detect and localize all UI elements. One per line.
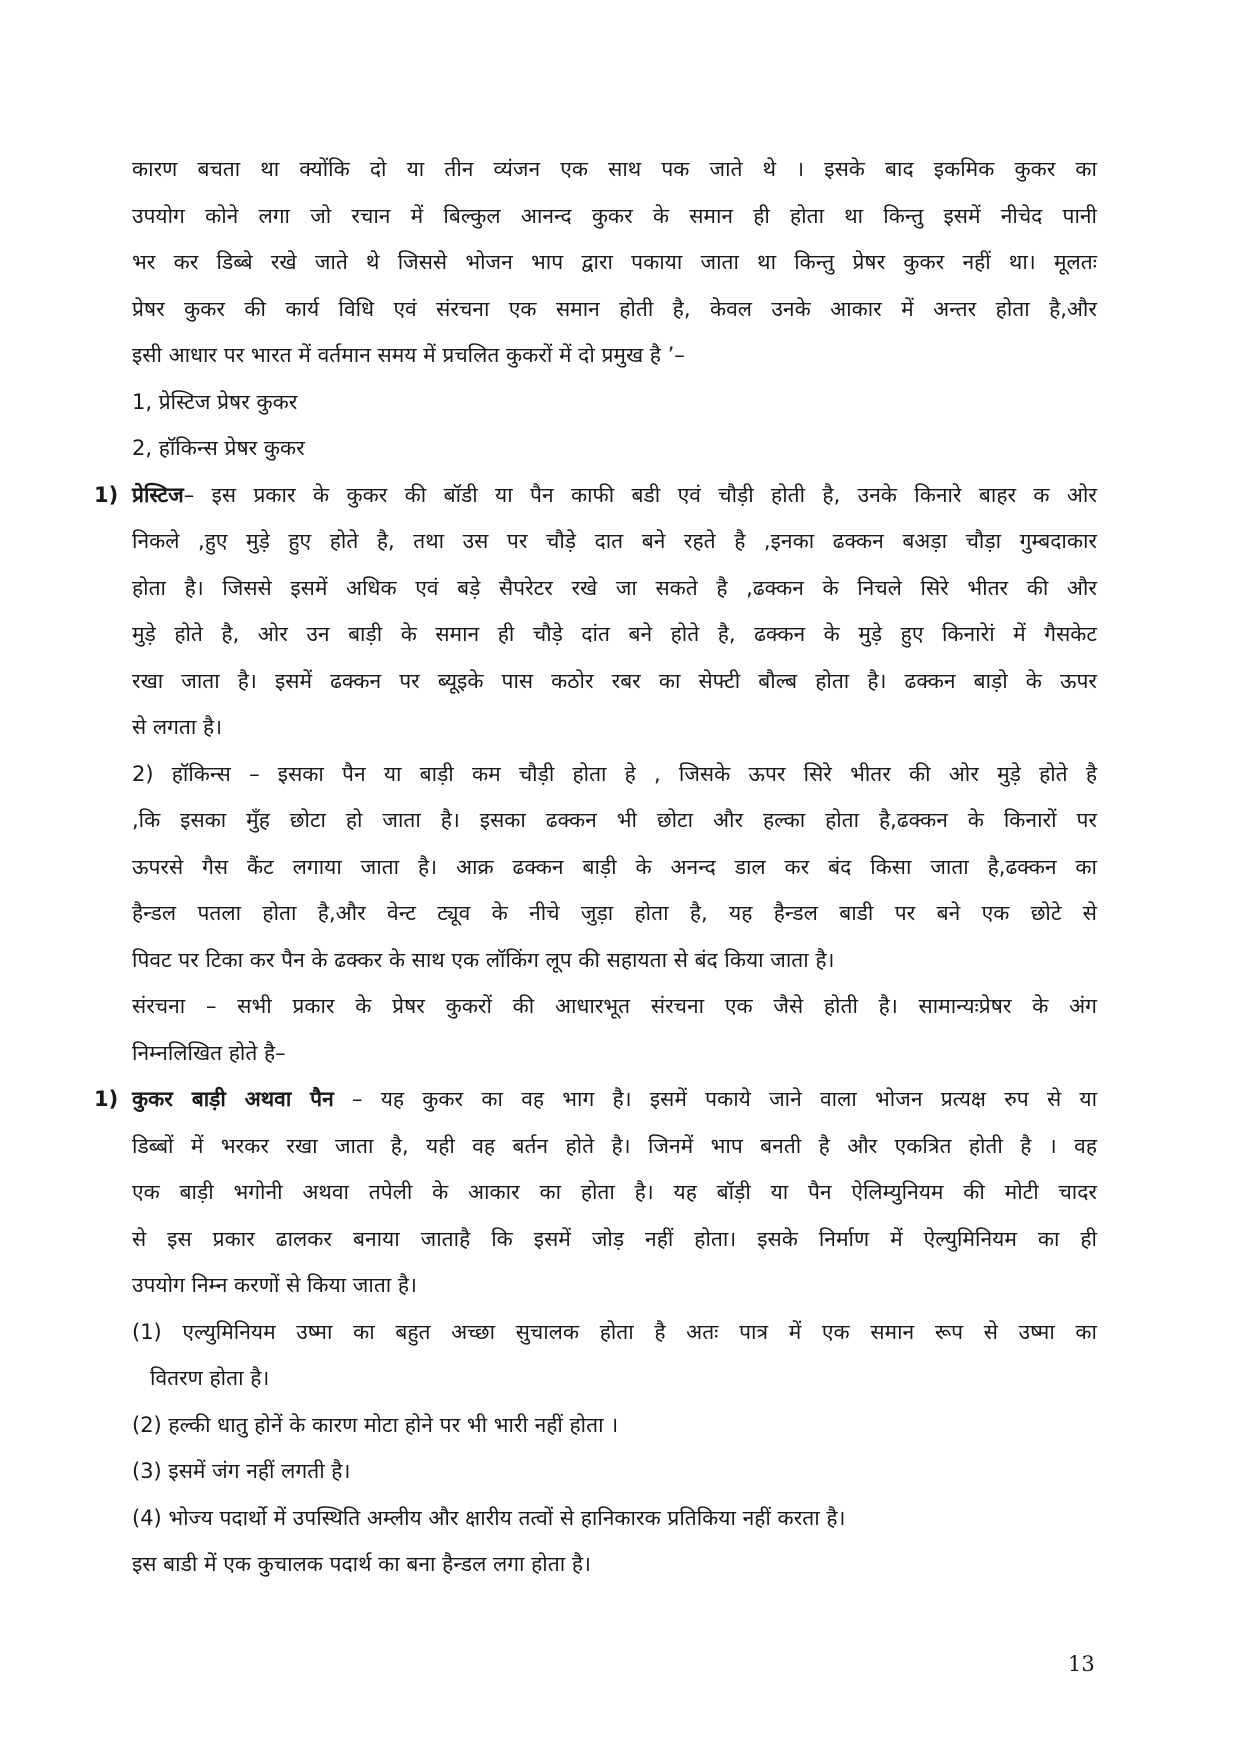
page-number: 13 (1068, 1652, 1095, 1676)
intro-paragraph (132, 146, 1097, 379)
cooker-body-section (94, 1076, 1098, 1309)
text-line: कारण बचता था क्योंकि दो या तीन व्यंजन एक साथ पक जाते थे । इसके बाद इकमिक कुकर का (132, 157, 1097, 181)
text-line: हैन्डल पतला होता है,और वेन्ट ट्यूव के नीचे जुड़ा होता है, यह हैन्डल बाडी पर बने एक छोटे से (132, 901, 1097, 925)
list-item: 2, हॉकिन्स प्रेषर कुकर (132, 436, 305, 460)
section-title: प्रेस्टिज (132, 482, 184, 507)
text-line: होता है। जिससे इसमें अधिक एवं बड़े सैपरेटर रखे जा सकते है ,ढक्कन के निचले सिरे भीतर की और (132, 575, 1097, 600)
text-line: एक बाड़ी भगोनी अथवा तपेली के आकार का होता है। यह बॉड़ी या पैन ऐलिम्युनियम की मोटी चादर (132, 1180, 1097, 1204)
section-text: – इस प्रकार के कुकर की बॉडी या पैन काफी बडी एवं चौड़ी होती है, उनके किनारे बाहर क ओर (183, 482, 1097, 507)
text-line: 2) हॉकिन्स – इसका पैन या बाड़ी कम चौड़ी होता हे , जिसके ऊपर सिरे भीतर की ओर मुड़े होते है (132, 761, 1097, 786)
hawkins-section (132, 751, 1097, 984)
closing-sentence: इस बाडी में एक कुचालक पदार्थ का बना हैन्डल लगा होता है। (132, 1552, 591, 1576)
text-line: पिवट पर टिका कर पैन के ढक्कर के साथ एक लॉकिंग लूप की सहायता से बंद किया जाता है। (132, 947, 835, 972)
aluminium-reasons-list (132, 1309, 1097, 1542)
prestige-section (94, 472, 1097, 751)
text-line: निकले ,हुए मुड़े हुए होते है, तथा उस पर चौड़े दात बने रहते है ,इनका ढक्कन बअड़ा चौड़ा गुम्बदाकार (132, 529, 1097, 553)
section-number: 1) (94, 1087, 119, 1111)
text-line: डिब्बों में भरकर रखा जाता है, यही वह बर्तन होते है। जिनमें भाप बनती है और एकत्रित होती है । वह (132, 1133, 1097, 1158)
list-item: 1, प्रेस्टिज प्रेषर कुकर (132, 389, 298, 414)
text-line: संरचना – सभी प्रकार के प्रेषर कुकरों की आधारभूत संरचना एक जैसे होती है। सामान्यःप्रेषर के अंग (132, 994, 1097, 1018)
text-line: भर कर डिब्बे रखे जाते थे जिससे भोजन भाप द्वारा पकाया जाता था किन्तु प्रेषर कुकर नहीं था। मूलतः (132, 250, 1097, 274)
cooker-body-heading-line (94, 1076, 1098, 1123)
text-line: से इस प्रकार ढालकर बनाया जाताहै कि इसमें जोड़ नहीं होता। इसके निर्माण में ऐल्युमिनियम का ही (132, 1226, 1097, 1251)
section-number: 1) (94, 482, 119, 507)
text-line: मुड़े होते है, ओर उन बाड़ी के समान ही चौड़े दांत बने होते है, ढक्कन के मुड़े हुए किनारेां में गैसकेट (132, 622, 1097, 646)
list-item-continuation: वितरण होता है। (150, 1366, 270, 1390)
text-line: से लगता है। (132, 715, 223, 739)
list-item: (4) भोज्य पदार्थो में उपस्थिति अम्लीय और क्षारीय तत्वों से हानिकारक प्रतिकिया नहीं करता है। (132, 1505, 846, 1530)
list-item: (3) इसमें जंग नहीं लगती है। (132, 1459, 351, 1483)
text-line: उपयोग निम्न करणों से किया जाता है। (132, 1273, 418, 1297)
text-line: इसी आधार पर भारत में वर्तमान समय में प्रचलित कुकरों में दो प्रमुख है ’– (132, 343, 685, 367)
text-line: ,कि इसका मुँह छोटा हो जाता है। इसका ढक्कन भी छोटा और हल्का होता है,ढक्कन के किनारों पर (132, 808, 1097, 832)
structure-paragraph (132, 983, 1097, 1076)
section-text: – यह कुकर का वह भाग है। इसमें पकाये जाने वाला भोजन प्रत्यक्ष रुप से या (333, 1087, 1098, 1111)
text-line: रखा जाता है। इसमें ढक्कन पर ब्यूइके पास कठोर रबर का सेफ्टी बौल्ब होता है। ढक्कन बाड़ो के ऊपर (132, 668, 1097, 693)
cooker-type-list (132, 379, 1097, 472)
list-item: (2) हल्की धातु होनें के कारण मोटा होने पर भी भारी नहीं होता । (132, 1412, 619, 1437)
text-line: ऊपरसे गैस कैंट लगाया जाता है। आक्र ढक्कन बाड़ी के अनन्द डाल कर बंद किसा जाता है,ढक्कन का (132, 854, 1097, 879)
text-line: प्रेषर कुकर की कार्य विधि एवं संरचना एक समान होती है, केवल उनके आकार में अन्तर होता है,और (132, 296, 1097, 321)
text-line: निम्नलिखित होते है– (132, 1040, 286, 1065)
prestige-heading-line (94, 472, 1097, 519)
section-title: कुकर बाड़ी अथवा पैन (132, 1087, 334, 1111)
text-line: उपयोग कोने लगा जो रचान में बिल्कुल आनन्द कुकर के समान ही होता था किन्तु इसमें नीचेद पानी (132, 203, 1097, 228)
list-item: (1) एल्युमिनियम उष्मा का बहुत अच्छा सुचालक होता है अतः पात्र में एक समान रूप से उष्मा का (132, 1319, 1097, 1344)
page-content (94, 146, 1098, 1588)
